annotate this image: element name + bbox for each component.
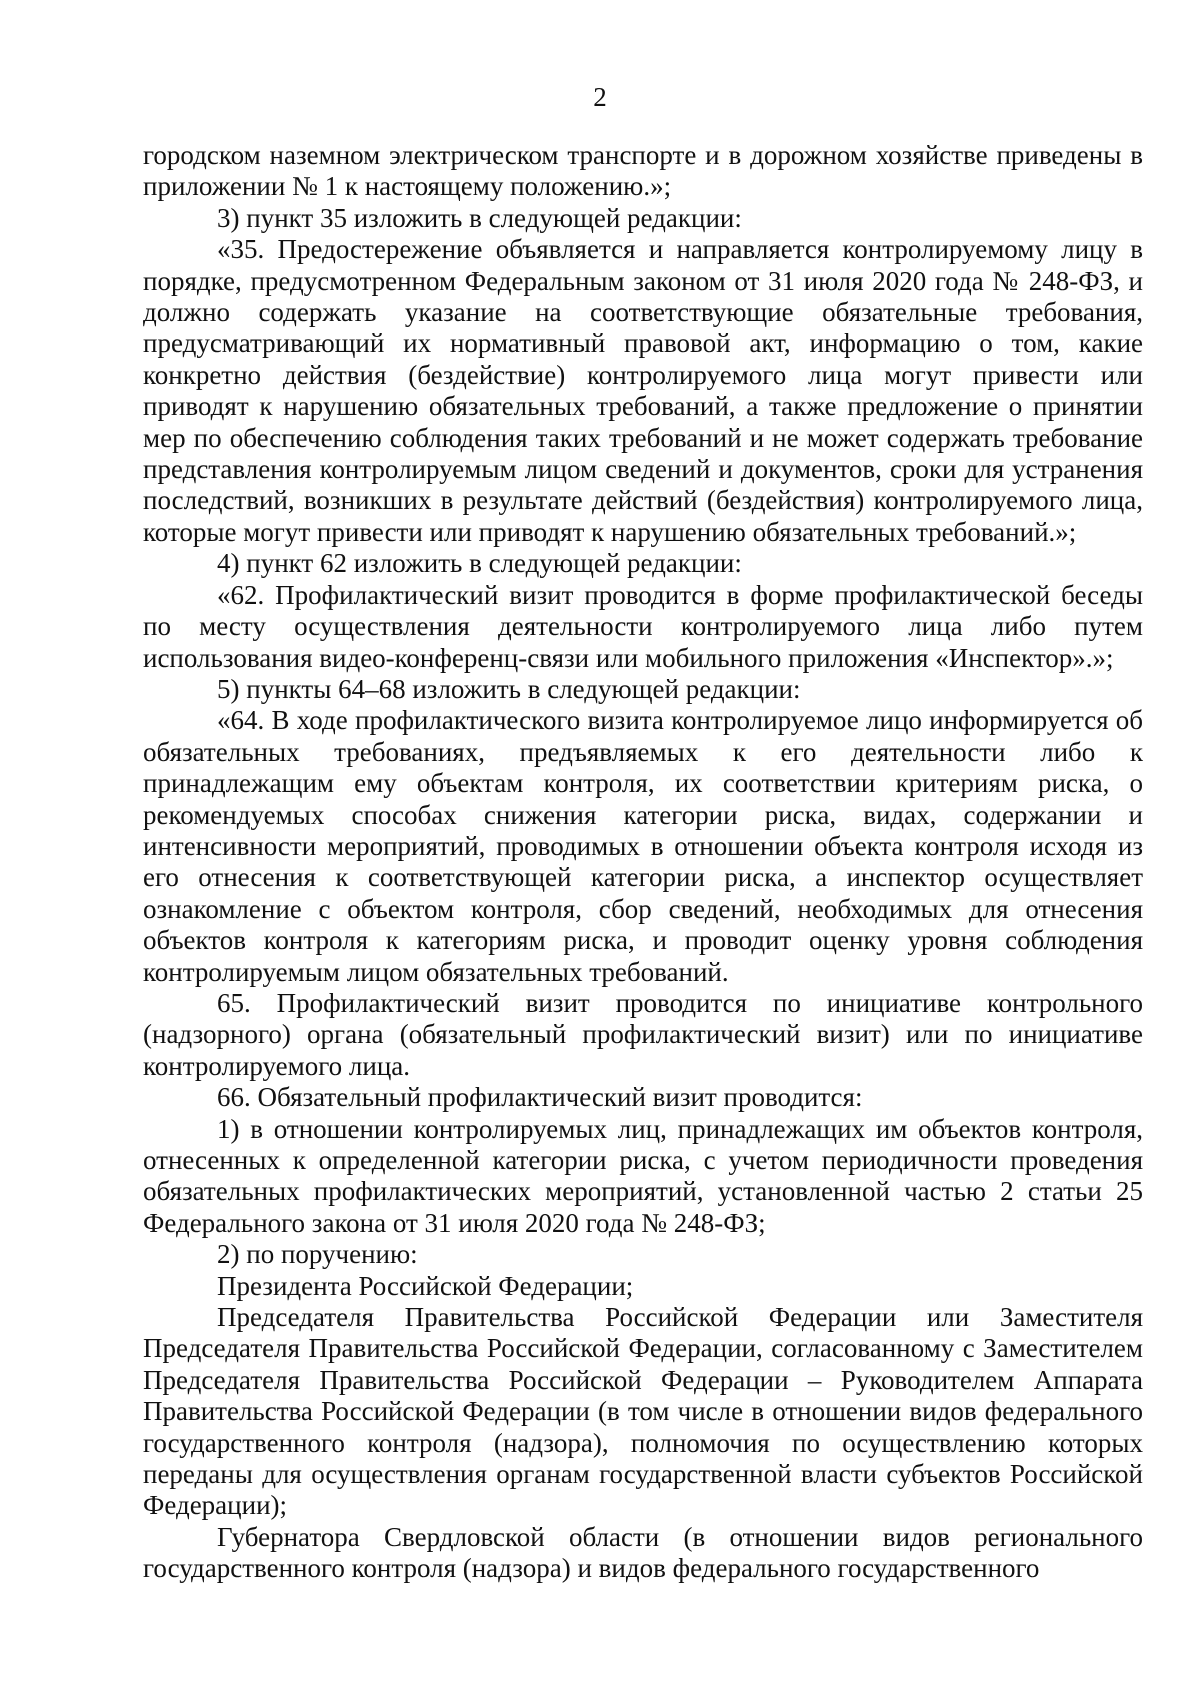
paragraph-clause-66-sub-1: 1) в отношении контролируемых лиц, принадлежащих им объектов контроля, отнесенных к определенной категории риска, с учетом периодичности проведения обязательных профилактических мероприятий, установленной частью 2 статьи 25 Федерального закона от 31 июля 2020 года № 248-ФЗ;	[143, 1113, 1143, 1238]
document-body	[143, 140, 1143, 1585]
paragraph-clause-66: 66. Обязательный профилактический визит проводится:	[217, 1082, 863, 1113]
paragraph-government-chairman: Председателя Правительства Российской Федерации или Заместителя Председателя Правительства Российской Федерации, согласованному с Заместителем Председателя Правительства Российской Федерации – Руководителем Аппарата Правительства Российской Федерации (в том числе в отношении видов федерального государственного контроля (надзора), полномочия по осуществлению которых переданы для осуществления органам государственной власти субъектов Российской Федерации);	[143, 1302, 1143, 1521]
paragraph-clause-35: «35. Предостережение объявляется и направляется контролируемому лицу в порядке, предусмотренном Федеральным законом от 31 июля 2020 года № 248-ФЗ, и должно содержать указание на соответствующие обязательные требования, предусматривающий их нормативный правовой акт, информацию о том, какие конкретно действия (бездействие) контролируемого лица могут привести или приводят к нарушению обязательных требований, а также предложение о принятии мер по обеспечению соблюдения таких требований и не может содержать требование представления контролируемым лицом сведений и документов, сроки для устранения последствий, возникших в результате действий (бездействия) контролируемого лица, которые могут привести или приводят к нарушению обязательных требований.»;	[143, 234, 1143, 547]
paragraph-item-3-header: 3) пункт 35 изложить в следующей редакции:	[217, 202, 742, 233]
paragraph-continuation-transport: городском наземном электрическом транспорте и в дорожном хозяйстве приведены в приложении № 1 к настоящему положению.»;	[143, 140, 1143, 202]
paragraph-clause-62: «62. Профилактический визит проводится в форме профилактической беседы по месту осуществления деятельности контролируемого лица либо путем использования видео-конференц-связи или мобильного приложения «Инспектор».»;	[143, 579, 1143, 673]
paragraph-clause-66-sub-2: 2) по поручению:	[217, 1239, 418, 1270]
paragraph-governor: Губернатора Свердловской области (в отношении видов регионального государственного контроля (надзора) и видов федерального государственного	[143, 1521, 1143, 1584]
paragraph-item-4-header: 4) пункт 62 изложить в следующей редакции:	[217, 548, 742, 579]
paragraph-clause-65: 65. Профилактический визит проводится по инициативе контрольного (надзорного) органа (обязательный профилактический визит) или по инициативе контролируемого лица.	[143, 987, 1143, 1081]
paragraph-president: Президента Российской Федерации;	[217, 1270, 634, 1301]
paragraph-clause-64: «64. В ходе профилактического визита контролируемое лицо информируется об обязательных требованиях, предъявляемых к его деятельности либо к принадлежащим ему объектам контроля, их соответствии критериям риска, о рекомендуемых способах снижения категории риска, видах, содержании и интенсивности мероприятий, проводимых в отношении объекта контроля исходя из его отнесения к соответствующей категории риска, а инспектор осуществляет ознакомление с объектом контроля, сбор сведений, необходимых для отнесения объектов контроля к категориям риска, и проводит оценку уровня соблюдения контролируемым лицом обязательных требований.	[143, 705, 1143, 987]
page-number: 2	[593, 82, 607, 112]
paragraph-item-5-header: 5) пункты 64–68 изложить в следующей редакции:	[217, 673, 801, 704]
